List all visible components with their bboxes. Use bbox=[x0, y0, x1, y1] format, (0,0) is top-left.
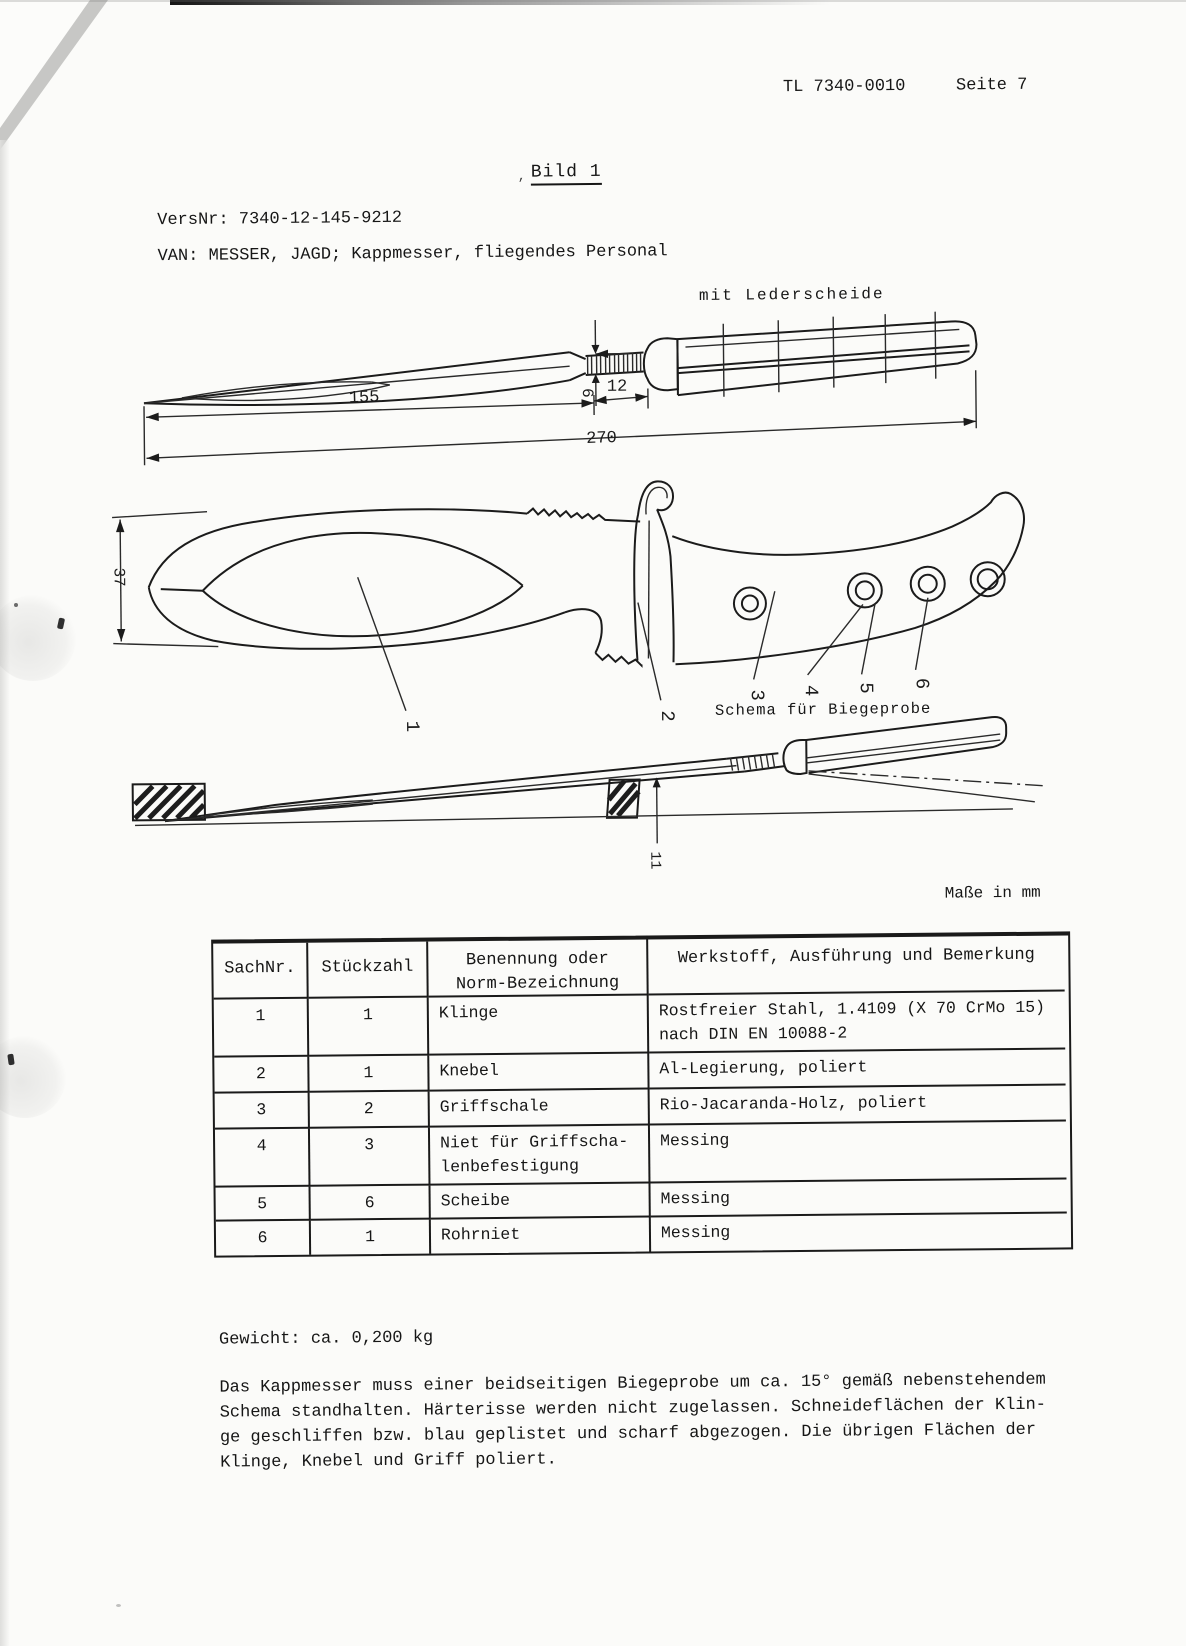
cell-nr: 4 bbox=[215, 1129, 311, 1188]
paragraph-line: Klinge, Knebel und Griff poliert. bbox=[220, 1450, 557, 1473]
cell-qty: 3 bbox=[310, 1128, 431, 1187]
svg-text:2: 2 bbox=[655, 710, 679, 722]
cell-material-line2: nach DIN EN 10088-2 bbox=[658, 1023, 848, 1045]
version-number-line: VersNr: 7340-12-145-9212 bbox=[157, 208, 403, 231]
cell-material: Al-Legierung, poliert bbox=[649, 1049, 1065, 1089]
header-benennung-line2: Norm-Bezeichnung bbox=[455, 973, 620, 995]
parts-table bbox=[211, 931, 1073, 1257]
handle-rivets bbox=[734, 562, 1006, 620]
dimension-bend-offset bbox=[646, 777, 664, 869]
leather-sheath bbox=[677, 311, 977, 397]
guard-knebel bbox=[633, 481, 674, 662]
paragraph-line: Schema standhalten. Härterisse werden nicht zugelassen. Schneideflächen der Klin- bbox=[219, 1395, 1047, 1423]
table-row bbox=[215, 1121, 1071, 1187]
tilted-knife bbox=[164, 717, 1007, 821]
page-number-label: Seite 7 bbox=[955, 75, 1028, 96]
knife-with-sheath-drawing bbox=[123, 308, 1005, 486]
doc-number: TL 7340-0010 bbox=[782, 76, 906, 98]
paragraph-line: ge geschliffen bzw. blau geplistet und scharf abgezogen. Die übrigen Flächen der bbox=[219, 1420, 1037, 1448]
header-sachnr: SachNr. bbox=[213, 943, 309, 1000]
header-stueckzahl: Stückzahl bbox=[308, 942, 429, 999]
header-werkstoff: Werkstoff, Ausführung und Bemerkung bbox=[648, 935, 1065, 995]
dimension-overall-length bbox=[144, 370, 977, 465]
svg-text:4: 4 bbox=[799, 684, 822, 697]
cell-name bbox=[430, 1125, 651, 1185]
svg-text:270: 270 bbox=[585, 428, 618, 450]
svg-text:1: 1 bbox=[401, 720, 424, 733]
svg-text:6: 6 bbox=[577, 387, 596, 398]
sheath-label: mit Lederscheide bbox=[698, 285, 885, 305]
paragraph-line: Das Kappmesser muss einer beidseitigen Biegeprobe um ca. 15° gemäß nebenstehendem bbox=[219, 1370, 1046, 1398]
units-note: Maße in mm bbox=[944, 883, 1041, 903]
figure-title: Bild 1 bbox=[531, 162, 602, 186]
dimension-blade-length bbox=[146, 386, 594, 419]
bend-test-label: Schema für Biegeprobe bbox=[714, 699, 932, 720]
cell-qty: 2 bbox=[310, 1092, 430, 1129]
cell-qty: 6 bbox=[311, 1186, 431, 1221]
cell-name: Knebel bbox=[429, 1053, 649, 1091]
svg-text:11: 11 bbox=[646, 851, 664, 870]
cell-name-line2: lenbefestigung bbox=[440, 1156, 580, 1177]
dimension-blade-width bbox=[109, 512, 218, 648]
cell-material: Rio-Jacaranda-Holz, poliert bbox=[650, 1085, 1066, 1125]
van-description-line: VAN: MESSER, JAGD; Kappmesser, fliegendes Personal bbox=[157, 242, 668, 267]
cell-nr: 3 bbox=[215, 1093, 310, 1130]
header-benennung bbox=[428, 939, 649, 997]
cell-qty: 1 bbox=[309, 1056, 429, 1093]
support-block bbox=[607, 780, 640, 818]
cell-name: Scheibe bbox=[431, 1183, 651, 1219]
stray-mark: , bbox=[517, 168, 526, 184]
bend-mirror-lines bbox=[809, 769, 1043, 804]
cell-material bbox=[649, 991, 1066, 1053]
table-row bbox=[214, 991, 1070, 1057]
cell-nr: 2 bbox=[214, 1057, 309, 1094]
cell-material: Messing bbox=[660, 1222, 731, 1243]
cell-nr: 1 bbox=[214, 999, 310, 1058]
handle-outline bbox=[672, 492, 1025, 664]
cell-material-line1: Rostfreier Stahl, 1.4109 (X 70 CrMo 15) bbox=[658, 997, 1046, 1021]
svg-text:155: 155 bbox=[348, 388, 380, 409]
svg-text:3: 3 bbox=[745, 689, 768, 701]
cell-name: Griffschale bbox=[430, 1089, 650, 1127]
header-benennung-line1: Benennung oder bbox=[465, 949, 609, 971]
svg-text:37: 37 bbox=[109, 567, 128, 587]
dimension-guard-section bbox=[594, 377, 648, 409]
cell-material: Messing bbox=[650, 1121, 1067, 1183]
svg-text:5: 5 bbox=[854, 682, 877, 694]
sheath-cap bbox=[644, 338, 678, 390]
table-header-row bbox=[213, 935, 1068, 999]
blade-outline bbox=[148, 507, 641, 670]
cell-nr: 6 bbox=[216, 1221, 311, 1256]
cell-name-line1: Niet für Griffscha- bbox=[440, 1131, 629, 1153]
svg-text:6: 6 bbox=[910, 677, 933, 690]
threaded-tang bbox=[586, 352, 644, 375]
cell-qty: 1 bbox=[309, 998, 430, 1057]
clamp-block bbox=[133, 784, 205, 821]
cell-nr: 5 bbox=[216, 1187, 311, 1222]
weight-line: Gewicht: ca. 0,200 kg bbox=[218, 1328, 434, 1350]
cell-qty: 1 bbox=[311, 1220, 431, 1255]
knife-side-view-drawing bbox=[102, 470, 1065, 749]
svg-text:12: 12 bbox=[606, 377, 628, 397]
cell-name: Klinge bbox=[429, 995, 650, 1055]
bend-test-schema-drawing bbox=[104, 713, 1065, 882]
cell-material: Messing bbox=[650, 1179, 1066, 1217]
cell-name: Rohrniet bbox=[431, 1217, 651, 1253]
table-row bbox=[216, 1213, 1071, 1255]
